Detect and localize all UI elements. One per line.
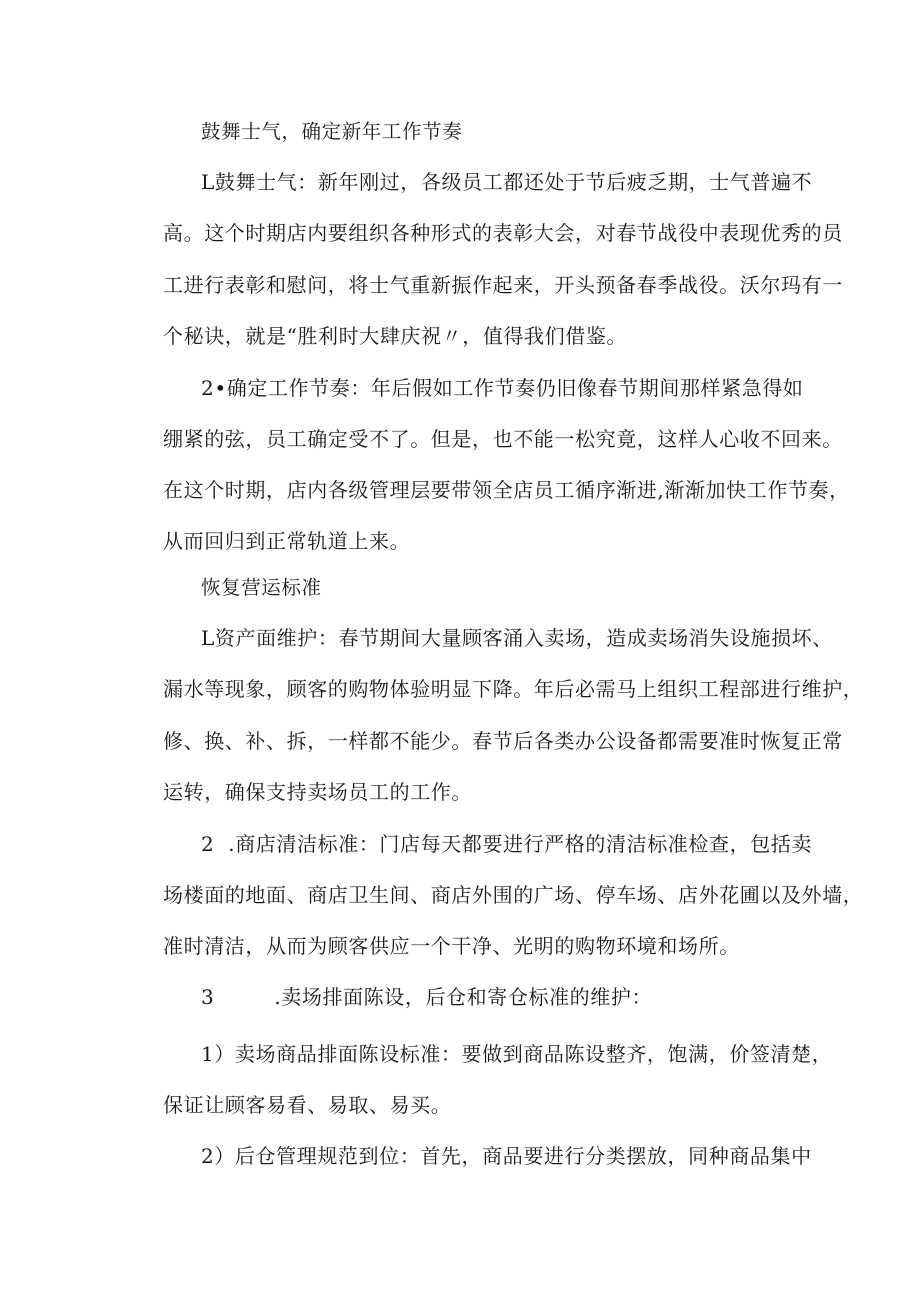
paragraph-2-line-1: 2•确定工作节奏：年后假如工作节奏仍旧像春节期间那样紧急得如: [201, 376, 804, 400]
paragraph-3-line-4: 运转，确保支持卖场员工的工作。: [163, 780, 472, 804]
paragraph-2-line-3: 在这个时期，店内各级管理层要带领全店员工循序渐进,渐渐加快工作节奏，: [163, 478, 850, 502]
paragraph-4-line-3: 准时清洁，从而为顾客供应一个干净、光明的购物环境和场所。: [163, 934, 740, 958]
paragraph-6-line-2: 保证让顾客易看、易取、易买。: [163, 1093, 452, 1117]
paragraph-1-line-3: 工进行表彰和慰问，将士气重新振作起来，开头预备春季战役。沃尔玛有一: [163, 273, 843, 297]
paragraph-3-line-2: 漏水等现象，顾客的购物体验明显下降。年后必需马上组织工程部进行维护，: [163, 677, 864, 701]
paragraph-1-line-1: L鼓舞士气：新年刚过，各级员工都还处于节后疲乏期，士气普遍不: [201, 170, 813, 194]
paragraph-4-line-1: 2 .商店清洁标准：门店每天都要进行严格的清洁标准检查，包括卖: [201, 832, 812, 856]
section-heading-1: 鼓舞士气，确定新年工作节奏: [201, 120, 463, 143]
paragraph-3-line-3: 修、换、补、拆，一样都不能少。春节后各类办公设备都需要准时恢复正常: [163, 729, 843, 753]
paragraph-7-line-1: 2）后仓管理规范到位：首先，商品要进行分类摆放，同种商品集中: [201, 1144, 812, 1168]
paragraph-1-line-2: 高。这个时期店内要组织各种形式的表彰大会，对春节战役中表现优秀的员: [163, 221, 843, 245]
paragraph-1-line-4: 个秘诀，就是“胜利时大肆庆祝〃，值得我们借鉴。: [163, 324, 628, 348]
paragraph-5-text: .卖场排面陈设，后仓和寄仓标准的维护：: [274, 985, 653, 1009]
paragraph-4-line-2: 场楼面的地面、商店卫生间、商店外围的广场、停车场、店外花圃以及外墙，: [163, 883, 864, 907]
paragraph-2-line-4: 从而回归到正常轨道上来。: [163, 529, 411, 553]
section-heading-2: 恢复营运标准: [201, 576, 322, 599]
paragraph-5-number: 3: [201, 985, 215, 1009]
paragraph-6-line-1: 1）卖场商品排面陈设标准：要做到商品陈设整齐，饱满，价签清楚，: [201, 1042, 833, 1066]
paragraph-5: [201, 983, 803, 1011]
paragraph-3-line-1: L资产面维护：春节期间大量顾客涌入卖场，造成卖场消失设施损坏、: [201, 626, 833, 650]
paragraph-2-line-2: 绷紧的弦，员工确定受不了。但是，也不能一松究竟，这样人心收不回来。: [163, 427, 843, 451]
